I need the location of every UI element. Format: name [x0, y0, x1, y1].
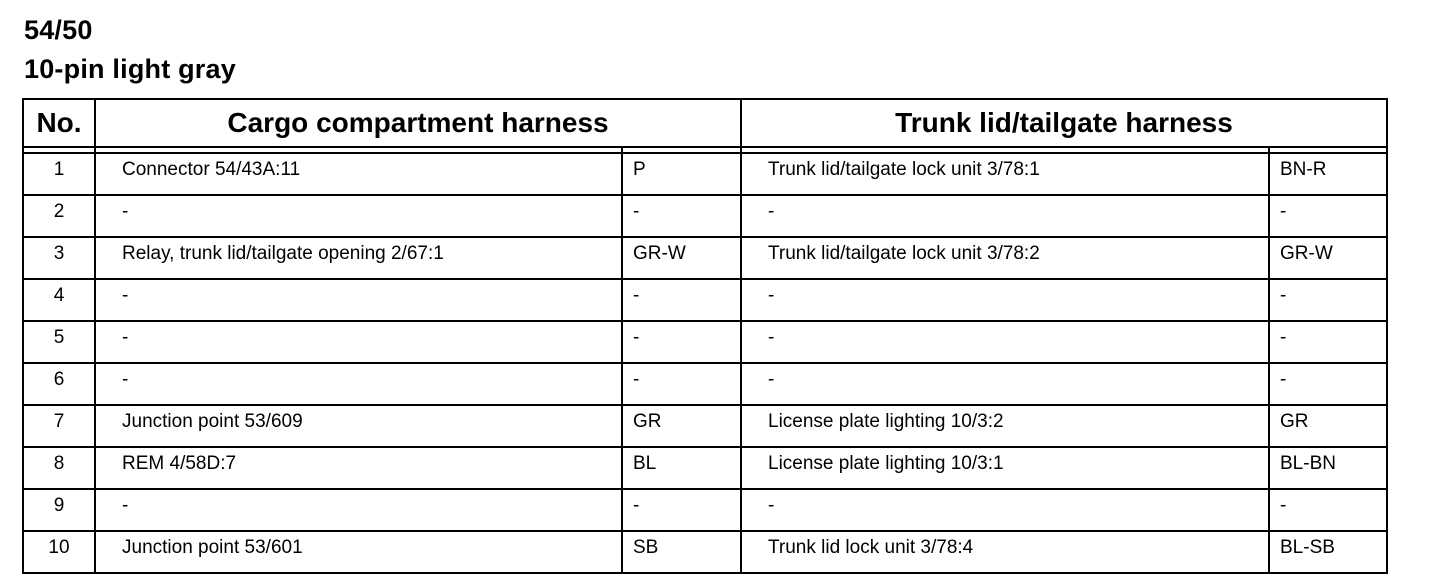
header-trunk-harness: Trunk lid/tailgate harness — [741, 99, 1387, 147]
cargo-wire-color: GR-W — [622, 237, 741, 279]
connector-description: 10-pin light gray — [24, 54, 236, 84]
pin-number: 6 — [23, 363, 95, 405]
trunk-connection: - — [741, 489, 1269, 531]
header-no: No. — [23, 99, 95, 147]
pin-number: 7 — [23, 405, 95, 447]
trunk-connection: License plate lighting 10/3:1 — [741, 447, 1269, 489]
cargo-connection: - — [95, 279, 622, 321]
trunk-connection: - — [741, 279, 1269, 321]
pin-number: 2 — [23, 195, 95, 237]
cargo-connection: - — [95, 363, 622, 405]
cargo-wire-color: - — [622, 321, 741, 363]
pin-number: 1 — [23, 153, 95, 195]
table-body — [23, 147, 1387, 573]
trunk-wire-color: - — [1269, 363, 1387, 405]
table-row — [23, 195, 1387, 237]
table-row — [23, 279, 1387, 321]
pinout-table — [22, 98, 1388, 574]
trunk-wire-color: BL-BN — [1269, 447, 1387, 489]
cargo-wire-color: - — [622, 195, 741, 237]
cargo-wire-color: GR — [622, 405, 741, 447]
connector-id: 54/50 — [24, 15, 93, 45]
table-row — [23, 237, 1387, 279]
pin-number: 3 — [23, 237, 95, 279]
cargo-connection: Junction point 53/609 — [95, 405, 622, 447]
pin-number: 9 — [23, 489, 95, 531]
table-row — [23, 405, 1387, 447]
cargo-connection: Connector 54/43A:11 — [95, 153, 622, 195]
cargo-wire-color: - — [622, 363, 741, 405]
table-row — [23, 447, 1387, 489]
cargo-wire-color: P — [622, 153, 741, 195]
table-row — [23, 363, 1387, 405]
trunk-wire-color: - — [1269, 321, 1387, 363]
trunk-wire-color: GR — [1269, 405, 1387, 447]
table-row — [23, 489, 1387, 531]
trunk-wire-color: BL-SB — [1269, 531, 1387, 573]
table-row — [23, 321, 1387, 363]
cargo-connection: - — [95, 489, 622, 531]
cargo-wire-color: - — [622, 489, 741, 531]
trunk-wire-color: - — [1269, 195, 1387, 237]
header-cargo-harness: Cargo compartment harness — [95, 99, 741, 147]
trunk-connection: License plate lighting 10/3:2 — [741, 405, 1269, 447]
pin-number: 5 — [23, 321, 95, 363]
cargo-connection: Junction point 53/601 — [95, 531, 622, 573]
pin-number: 4 — [23, 279, 95, 321]
table-header-row — [23, 99, 1387, 147]
cargo-connection: Relay, trunk lid/tailgate opening 2/67:1 — [95, 237, 622, 279]
cargo-connection: - — [95, 321, 622, 363]
trunk-connection: - — [741, 363, 1269, 405]
cargo-wire-color: - — [622, 279, 741, 321]
trunk-wire-color: - — [1269, 279, 1387, 321]
cargo-connection: - — [95, 195, 622, 237]
table-row — [23, 153, 1387, 195]
trunk-connection: Trunk lid lock unit 3/78:4 — [741, 531, 1269, 573]
trunk-wire-color: BN-R — [1269, 153, 1387, 195]
cargo-wire-color: BL — [622, 447, 741, 489]
table-row — [23, 531, 1387, 573]
cargo-connection: REM 4/58D:7 — [95, 447, 622, 489]
trunk-connection: - — [741, 195, 1269, 237]
trunk-connection: Trunk lid/tailgate lock unit 3/78:2 — [741, 237, 1269, 279]
pin-number: 10 — [23, 531, 95, 573]
trunk-connection: Trunk lid/tailgate lock unit 3/78:1 — [741, 153, 1269, 195]
trunk-wire-color: - — [1269, 489, 1387, 531]
cargo-wire-color: SB — [622, 531, 741, 573]
trunk-wire-color: GR-W — [1269, 237, 1387, 279]
trunk-connection: - — [741, 321, 1269, 363]
pin-number: 8 — [23, 447, 95, 489]
